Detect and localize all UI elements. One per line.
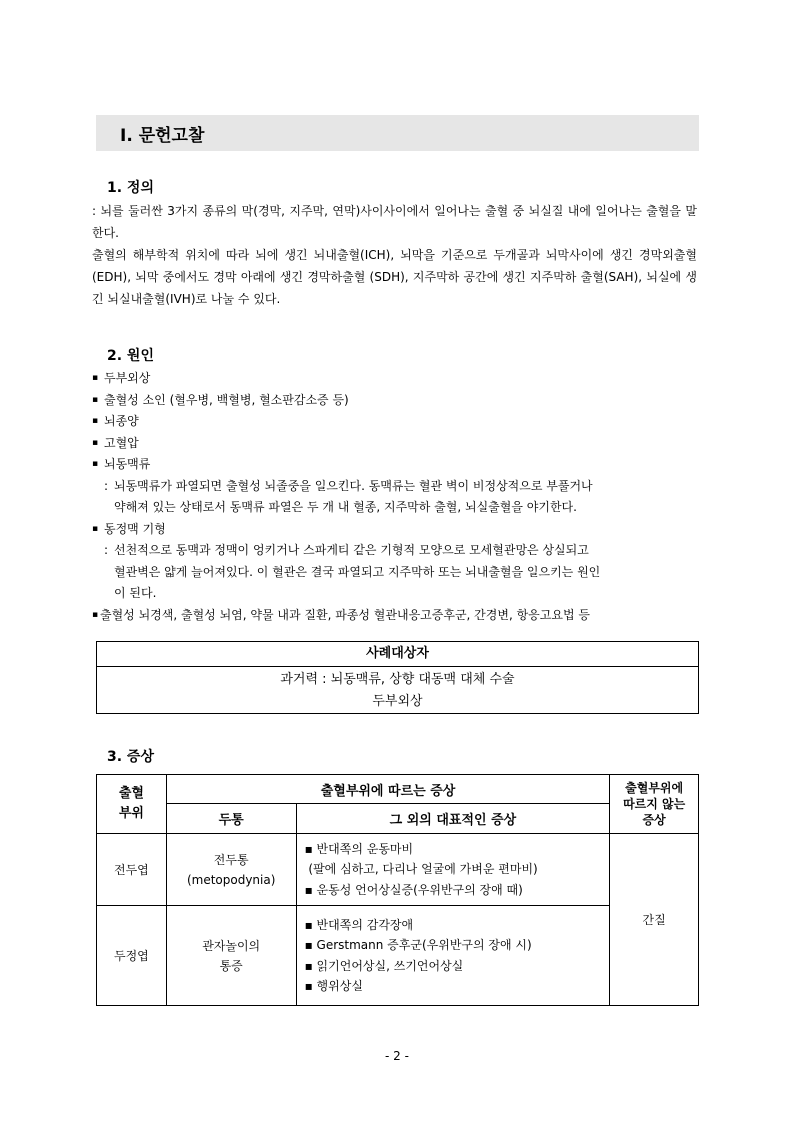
- header-other: 그 외의 대표적인 증상: [296, 804, 610, 834]
- section-1-title: 1. 정의: [107, 180, 154, 196]
- case-current: 두부외상: [372, 694, 423, 709]
- chapter-title: Ⅰ. 문헌고찰: [120, 125, 205, 146]
- bullet-icon: ▪: [92, 459, 99, 469]
- list-item: ▪ 출혈성 소인 (혈우병, 백혈병, 혈소판감소증 등): [92, 390, 697, 412]
- table-row: [97, 906, 699, 1006]
- symptoms-cell: ▪ 반대쪽의 운동마비 (팔에 심하고, 다리나 얼굴에 가벼운 편마비) ▪ 운동성 언어상실증(우위반구의 장애 때): [296, 834, 610, 906]
- list-item: ▪ 뇌종양: [92, 411, 697, 433]
- bullet-icon: ▪: [92, 373, 99, 383]
- causes-list: [92, 368, 697, 626]
- bullet-icon: ▪: [92, 394, 99, 405]
- list-item: ▪ 출혈성 뇌경색, 출혈성 뇌염, 약물 내과 질환, 파종성 혈관내응고증후군, 간경변, 항응고요법 등: [92, 605, 697, 627]
- list-item: ▪ 동정맥 기형: [92, 519, 697, 541]
- definition-text: [92, 200, 697, 310]
- site-cell: 두정엽: [97, 906, 167, 1006]
- header-nonsite: 출혈부위에 따르지 않는 증상: [610, 775, 699, 834]
- chapter-header: [96, 115, 699, 151]
- symptoms-table: [96, 774, 699, 1006]
- table-row: [97, 834, 699, 906]
- section-3-title: 3. 증상: [107, 749, 154, 765]
- header-site: 출혈 부위: [97, 775, 167, 834]
- page-number: - 2 -: [385, 1049, 409, 1063]
- header-headache: 두통: [166, 804, 296, 834]
- case-box-title: 사례대상자: [97, 642, 698, 667]
- nonsite-cell: 간질: [610, 834, 699, 1006]
- list-item: ▪ 두부외상: [92, 368, 697, 390]
- aneurysm-description: : 뇌동맥류가 파열되면 출혈성 뇌졸중을 일으킨다. 동맥류는 혈관 벽이 비정상적으로 부풀거나 약해져 있는 상태로서 동맥류 파열은 두 개 내 혈종, 지주막하 출혈, 뇌실출혈을 야기한다.: [104, 478, 593, 514]
- header-symptoms: 출혈부위에 따르는 증상: [166, 775, 610, 804]
- headache-cell: 관자놀이의 통증: [166, 906, 296, 1006]
- symptoms-cell: ▪ 반대쪽의 감각장애 ▪ Gerstmann 증후군(우위반구의 장애 시) ▪ 읽기언어상실, 쓰기언어상실 ▪ 행위상실: [296, 906, 610, 1006]
- avm-description: : 선천적으로 동맥과 정맥이 엉키거나 스파게티 같은 기형적 모양으로 모세혈관망은 상실되고 혈관벽은 얇게 늘어져있다. 이 혈관은 결국 파열되고 지주막하 또는 뇌내출혈을 일으키는 원인 이 된다.: [104, 543, 601, 600]
- bullet-icon: ▪: [92, 609, 99, 620]
- bullet-icon: ▪: [92, 437, 99, 448]
- section-2-title: 2. 원인: [107, 348, 154, 364]
- case-box: [96, 641, 699, 714]
- bullet-icon: ▪: [92, 523, 99, 534]
- list-item: ▪ 뇌동맥류: [92, 454, 697, 476]
- headache-cell: 전두통 (metopodynia): [166, 834, 296, 906]
- bullet-icon: ▪: [92, 416, 99, 426]
- document-page: [92, 0, 699, 1123]
- definition-para-1: : 뇌를 둘러싼 3가지 종류의 막(경막, 지주막, 연막)사이사이에서 일어나는 출혈 중 뇌실질 내에 일어나는 출혈을 말한다.: [92, 204, 697, 240]
- list-item: ▪ 고혈압: [92, 433, 697, 455]
- site-cell: 전두엽: [97, 834, 167, 906]
- definition-para-2: 출혈의 해부학적 위치에 따라 뇌에 생긴 뇌내출혈(ICH), 뇌막을 기준으로 두개골과 뇌막사이에 생긴 경막외출혈(EDH), 뇌막 중에서도 경막 아래에 생긴 경막하출혈 (SDH), 지주막하 공간에 생긴 지주막하 출혈(SAH), 뇌실에 생긴 뇌실내출혈(IVH)로 나눌 수 있다.: [92, 248, 697, 306]
- case-history: 과거력 : 뇌동맥류, 상향 대동맥 대체 수술: [280, 672, 515, 687]
